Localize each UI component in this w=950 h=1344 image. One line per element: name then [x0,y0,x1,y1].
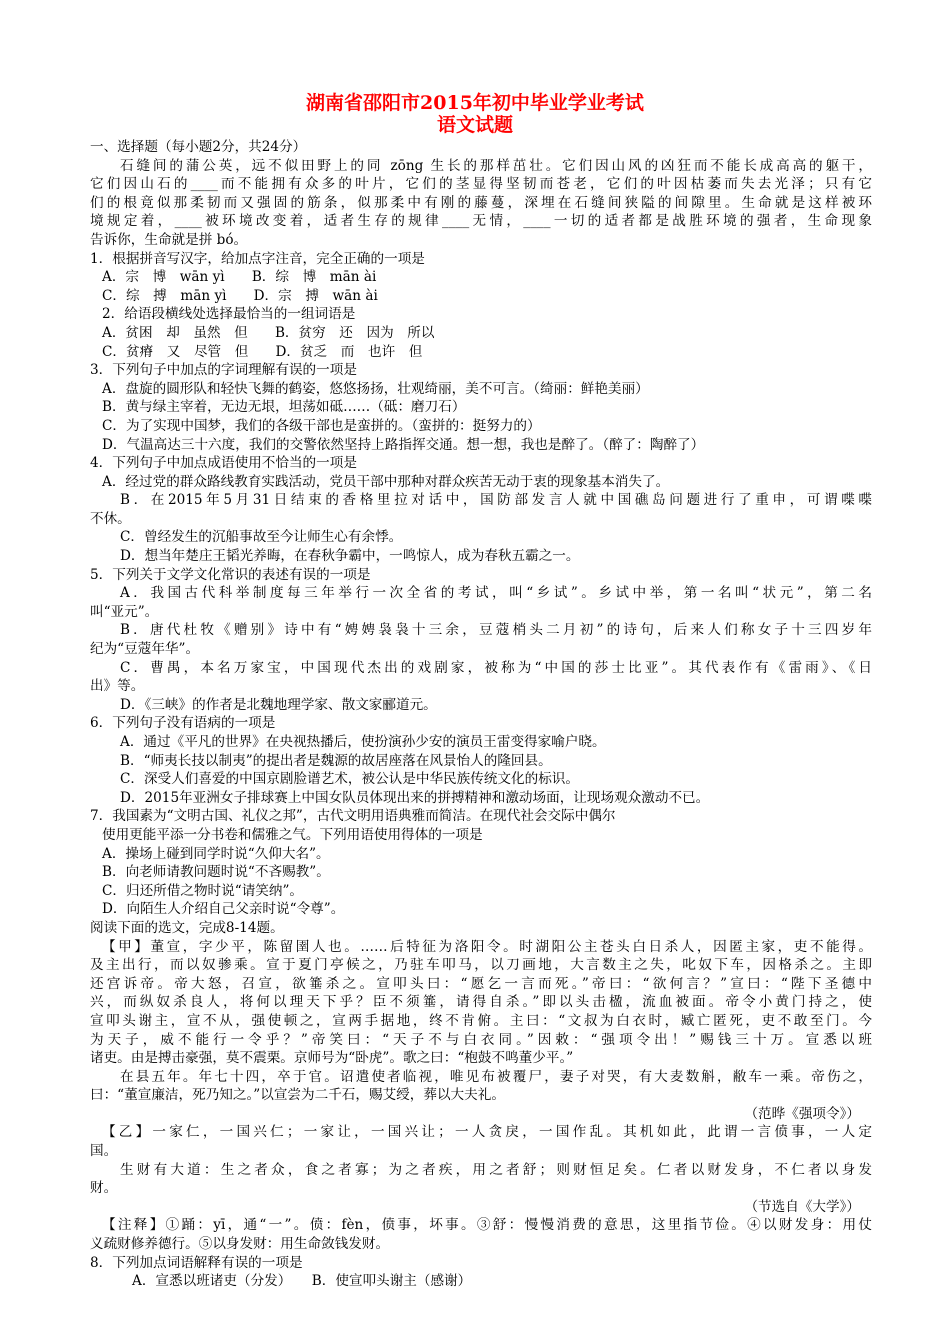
text-line: 【注释】①踊：yī，通“一”。偾：fèn，偾事，坏事。③舒：慢慢消费的意思，这里指节俭。④以财发身：用仗 [102,1217,872,1234]
text-line: 为天子，威不能行一令乎？”帝笑曰：“天子不与白衣同。”因敕：“强项令出！”赐钱三十万。宣悉以班 [90,1031,872,1048]
text-line: C．为了实现中国梦，我们的各级干部也是蛮拼的。（蛮拼的：挺努力的） [102,417,541,434]
text-line: 【乙】一家仁，一国兴仁；一家让，一国兴让；一人贪戾，一国作乱。其机如此，此谓一言偾事，一人定 [102,1124,872,1141]
text-line: （节选自《大学》） [744,1198,860,1215]
text-line: A．操场上碰到同学时说“久仰大名”。 [102,845,330,862]
text-line: （范晔《强项令》） [744,1105,860,1122]
text-line: 诸吏。由是搏击豪强，莫不震栗。京师号为“卧虎”。歌之曰：“枹鼓不鸣董少平。” [90,1050,574,1067]
text-line: A．通过《平凡的世界》在央视热播后，使扮演孙少安的演员王雷变得家喻户晓。 [120,734,606,750]
text-line: 6．下列句子没有语病的一项是 [90,715,276,732]
text-line: B．在2015年5月31日结束的香格里拉对话中，国防部发言人就中国礁岛问题进行了重申，可谓喋喋 [120,492,872,509]
text-line: 们的根竟似那柔韧而又强固的筋条，似那柔中有刚的藤蔓，深埋在石缝间狭隘的间隙里。生命就是这样被环 [90,194,872,211]
text-line: B．“师夷长技以制夷”的提出者是魏源的故居座落在风景怡人的隆回县。 [120,752,552,769]
text-line: 使用更能平添一分书卷和儒雅之气。下列用语使用得体的一项是 [102,826,483,843]
text-line: A．宣悉以班诸吏（分发） B．使宣叩头谢主（感谢） [132,1273,472,1290]
text-line: 在县五年。年七十四，卒于官。诏遣使者临视，唯见布被覆尸，妻子对哭，有大麦数斛，敝车一乘。帝伤之， [120,1068,872,1085]
exam-content [90,138,872,1291]
text-line: 石缝间的蒲公英，远不似田野上的同 zōng 生长的那样茁壮。它们因山风的凶狂而不能长成高高的躯干， [120,157,872,174]
text-line: D．向陌生人介绍自己父亲时说“令尊”。 [102,901,345,918]
text-line: 财。 [90,1180,118,1197]
text-line: D．气温高达三十六度，我们的交警依然坚持上路指挥交通。想一想，我也是醉了。（醉了：陶醉了） [102,436,705,453]
text-line: C．深受人们喜爱的中国京剧脸谱艺术，被公认是中华民族传统文化的标识。 [120,771,579,788]
text-line: B．向老师请教问题时说“不吝赐教”。 [102,864,330,881]
text-line: A．宗 博 wān yì B．综 博 mān ài [102,269,377,286]
text-line: 还宫诉帝。帝大怒，召宣，欲箠杀之。宣叩头曰：“愿乞一言而死。”帝曰：“欲何言？”宣曰：“陛下圣德中 [90,975,872,992]
text-line: 2．给语段横线处选择最恰当的一组词语是 [102,306,356,323]
text-line: A．贫困 却 虽然 但 B．贫穷 还 因为 所以 [102,324,435,341]
text-line: 宣叩头谢主，宣不从，强使顿之，宣两手据地，终不肯俯。主曰：“文叔为白衣时，臧亡匿死，吏不敢至门。今 [90,1012,872,1029]
page-title: 湖南省邵阳市2015年初中毕业学业考试 [306,92,644,114]
text-line: A．盘旋的圆形队和轻快飞舞的鹤姿，悠悠扬扬，壮观绮丽，美不可言。（绮丽：鲜艳美丽） [102,380,649,397]
text-line: 4．下列句子中加点成语使用不恰当的一项是 [90,455,357,472]
text-line: 5．下列关于文学文化常识的表述有误的一项是 [90,566,371,583]
text-line: C．贫瘠 又 尽管 但 D．贫乏 而 也许 但 [102,343,423,360]
text-line: B．唐代杜牧《赠别》诗中有“娉娉袅袅十三余，豆蔻梢头二月初”的诗句，后来人们称女子十三四岁年 [120,622,872,639]
text-line: 及主出行，而以奴骖乘。宣于夏门亭候之，乃驻车叩马，以刀画地，大言数主之失，叱奴下车，因格杀之。主即 [90,957,872,974]
text-line: C．曾经发生的沉船事故至今让师生心有余悸。 [120,529,403,546]
text-line: B．黄与绿主宰着，无边无垠，坦荡如砥……（砥：磨刀石） [102,399,466,416]
text-line: 曰：“董宣廉洁，死乃知之。”以宣尝为二千石，赐艾绶，葬以大夫礼。 [90,1087,505,1104]
text-line: 它们因山石的____而不能拥有众多的叶片，它们的茎显得坚韧而苍老，它们的叶因枯萎而失去光泽；只有它 [90,176,872,193]
text-line: 出》等。 [90,678,145,695]
text-line: 不休。 [90,510,131,527]
text-line: 叫“亚元”。 [90,603,159,620]
text-line: 8．下列加点词语解释有误的一项是 [90,1254,303,1271]
text-line: C．归还所借之物时说“请笑纳”。 [102,882,304,899]
text-line: D．《三峡》的作者是北魏地理学家、散文家郦道元。 [120,696,437,713]
text-line: 阅读下面的选文，完成8-14题。 [90,919,284,936]
text-line: D．想当年楚庄王韬光养晦，在春秋争霸中，一鸣惊人，成为春秋五霸之一。 [120,548,580,565]
text-line: C．综 搏 mān yì D．宗 搏 wān ài [102,287,378,304]
text-line: 境规定着，____被环境改变着，适者生存的规律____无情，____一切的适者都是战胜环境的强者，生命现象 [90,213,872,230]
text-line: 一、选择题（每小题2分，共24分） [90,139,307,155]
text-line: 【甲】董宣，字少平，陈留圉人也。……后特征为洛阳令。时湖阳公主苍头白日杀人，因匿主家，吏不能得。 [102,938,872,955]
text-line: 告诉你，生命就是拼 bó。 [90,231,248,248]
text-line: C．曹禺，本名万家宝，中国现代杰出的戏剧家，被称为“中国的莎士比亚”。其代表作有《雷雨》、《日 [120,659,872,676]
text-line: A．我国古代科举制度每三年举行一次全省的考试，叫“乡试”。乡试中举，第一名叫“状元”，第二名 [120,585,872,602]
page-subtitle: 语文试题 [436,114,513,136]
text-line: 兴，而纵奴杀良人，将何以理天下乎？臣不须箠，请得自杀。”即以头击楹，流血被面。帝令小黄门持之，使 [90,994,872,1011]
text-line: D．2015年亚洲女子排球赛上中国女队员体现出来的拼搏精神和激动场面，让现场观众激动不已。 [120,789,710,806]
text-line: A．经过党的群众路线教育实践活动，党员干部中那种对群众疾苦无动于衷的现象基本消失了。 [102,473,670,490]
text-line: 生财有大道：生之者众，食之者寡；为之者疾，用之者舒；则财恒足矣。仁者以财发身，不仁者以身发 [120,1161,872,1178]
text-line: 纪为“豆蔻年华”。 [90,641,200,658]
text-line: 7．我国素为“文明古国、礼仪之邦”，古代文明用语典雅而简洁。在现代社会交际中偶尔 [90,808,616,825]
text-line: 1．根据拼音写汉字，给加点字注音，完全正确的一项是 [90,250,425,267]
text-line: 国。 [90,1143,118,1160]
text-line: 义疏财修养德行。⑤以身发财：用生命敛钱发财。 [90,1236,390,1253]
text-line: 3．下列句子中加点的字词理解有误的一项是 [90,362,357,379]
